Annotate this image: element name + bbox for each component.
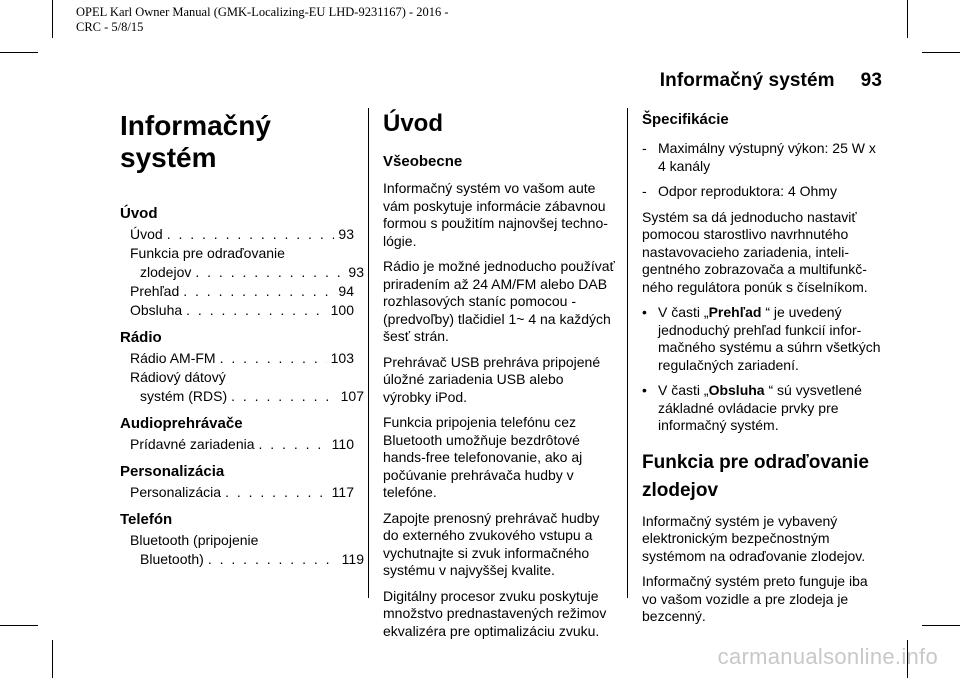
toc-leader	[225, 483, 328, 502]
toc-page: 110	[331, 436, 354, 452]
paragraph: Rádio je možné jednoducho používať priradením až 24 AM/FM alebo DAB rozhlasových staníc pomocou - (predvoľby) tlačidiel 1~ 4 na každých šesť strán.	[383, 258, 615, 344]
paragraph: Funkcia pripojenia telefónu cez Bluetooth umožňuje bezdrôtové hands-free telefonovanie, ako aj počúvanie prehrávača hudby v telefóne.	[383, 414, 583, 500]
toc-entry-text: Rádiový dátový	[130, 369, 226, 385]
toc-leader	[208, 550, 338, 569]
intro-column	[383, 110, 615, 648]
crop-mark	[52, 0, 53, 38]
toc-entry-text: Prehľad	[130, 283, 180, 299]
spec-item: - Maximálny výstupný výkon: 25 W x 4 kanály	[642, 140, 876, 174]
section-title: Úvod	[383, 110, 443, 137]
toc-leader	[220, 349, 327, 368]
paragraph: Zapojte prenosný prehrávač hudby do externého zvukového vstupu a vychutnajte si zvuk informačného systému v najvyššej kvalite.	[383, 509, 600, 578]
toc-entry[interactable]	[120, 244, 364, 282]
paragraph: Informačný systém vo vašom aute vám poskytuje informácie zábavnou formou s použitím najnovšej techno-lógie.	[383, 180, 608, 249]
toc-section	[120, 328, 364, 406]
toc-entry-text: Úvod	[130, 226, 163, 242]
toc-leader	[183, 282, 334, 301]
toc-heading: Telefón	[120, 511, 173, 528]
toc-page: 93	[338, 226, 354, 242]
toc-entry[interactable]	[120, 349, 354, 368]
toc-section	[120, 462, 354, 502]
toc-heading: Úvod	[120, 205, 158, 222]
toc-entry[interactable]	[120, 435, 354, 454]
toc-leader	[167, 225, 335, 244]
toc-page: 100	[330, 302, 354, 318]
toc-heading: Rádio	[120, 329, 162, 346]
toc-page: 94	[338, 283, 354, 299]
toc-section	[120, 414, 354, 454]
toc-page: 117	[331, 484, 354, 500]
toc-entry-text: Rádio AM-FM	[130, 350, 216, 366]
watermark: carmanualsonline.info	[717, 644, 938, 669]
toc-list	[120, 204, 364, 569]
toc-entry-text: Obsluha	[130, 302, 183, 318]
subsection-title: Všeobecne	[383, 153, 463, 170]
toc-entry-text: zlodejov	[140, 264, 192, 280]
toc-page: 103	[330, 350, 354, 366]
toc-column	[120, 110, 364, 577]
toc-entry[interactable]	[120, 531, 364, 569]
toc-entry-text: Bluetooth (pripojenie	[130, 532, 259, 548]
specs-column	[642, 110, 882, 634]
crop-mark	[922, 625, 960, 626]
subsection-title: Špecifikácie	[642, 111, 729, 128]
running-head	[660, 70, 882, 92]
crop-mark	[0, 52, 38, 53]
toc-leader	[195, 263, 344, 282]
toc-entry[interactable]	[120, 368, 364, 406]
chapter-title: Informačný systém	[120, 110, 271, 173]
bullet-item: • V časti „Prehľad “ je uvedený jednoduchý prehľad funkcií infor-mačného systému a súhrn všetkých regulačných zariadení.	[642, 304, 881, 373]
column-divider	[368, 108, 369, 598]
paragraph: Prehrávač USB prehráva pripojené úložné zariadenia USB alebo výrobky iPod.	[383, 353, 601, 405]
toc-entry[interactable]	[120, 282, 354, 301]
crop-mark	[0, 625, 38, 626]
toc-page: 119	[341, 551, 364, 567]
toc-leader	[186, 301, 326, 320]
toc-section	[120, 204, 364, 320]
print-header: OPEL Karl Owner Manual (GMK-Localizing-EU LHD-9231167) - 2016 - CRC - 5/8/15	[76, 5, 449, 34]
toc-heading: Audioprehrávače	[120, 415, 243, 432]
crop-mark	[52, 640, 53, 678]
toc-entry-text: Prídavné zariadenia	[130, 436, 255, 452]
toc-entry-text: Bluetooth)	[140, 551, 204, 567]
bullet-item: • V časti „Obsluha “ sú vysvetlené základné ovládacie prvky pre informačný systém.	[642, 382, 862, 433]
toc-page: 107	[340, 388, 364, 404]
crop-mark	[922, 52, 960, 53]
toc-entry-text: Personalizácia	[130, 484, 222, 500]
paragraph: Systém sa dá jednoducho nastaviť pomocou starostlivo navrhnutého nastavovacieho zariadenia, inteli-gentného zobrazovača a multifunkč-ného regulátora ponúk s číselníkom.	[642, 208, 868, 295]
page-number: 93	[860, 70, 882, 91]
crop-mark	[907, 0, 908, 38]
spec-item: - Odpor reproduktora: 4 Ohmy	[642, 183, 837, 199]
toc-entry-text: systém (RDS)	[140, 388, 228, 404]
column-divider	[627, 108, 628, 598]
paragraph: Digitálny procesor zvuku poskytuje množstvo prednastavených režimov ekvalizéra pre optimalizáciu zvuku.	[383, 587, 607, 639]
section-title: Funkcia pre odraďovanie zlodejov	[642, 451, 869, 501]
running-head-title: Informačný systém	[659, 70, 835, 91]
toc-section	[120, 510, 364, 569]
toc-entry[interactable]	[120, 301, 354, 320]
toc-entry-text: Funkcia pre odraďovanie	[130, 245, 285, 261]
toc-leader	[231, 387, 337, 406]
toc-heading: Personalizácia	[120, 463, 225, 480]
toc-page: 93	[348, 264, 364, 280]
toc-leader	[259, 435, 328, 454]
paragraph: Informačný systém preto funguje iba vo vašom vozidle a pre zlodeja je bezcenný.	[642, 573, 868, 624]
toc-entry[interactable]	[120, 483, 354, 502]
paragraph: Informačný systém je vybavený elektronickým bezpečnostným systémom na odraďovanie zlodejov.	[642, 512, 866, 564]
toc-entry[interactable]	[120, 225, 354, 244]
